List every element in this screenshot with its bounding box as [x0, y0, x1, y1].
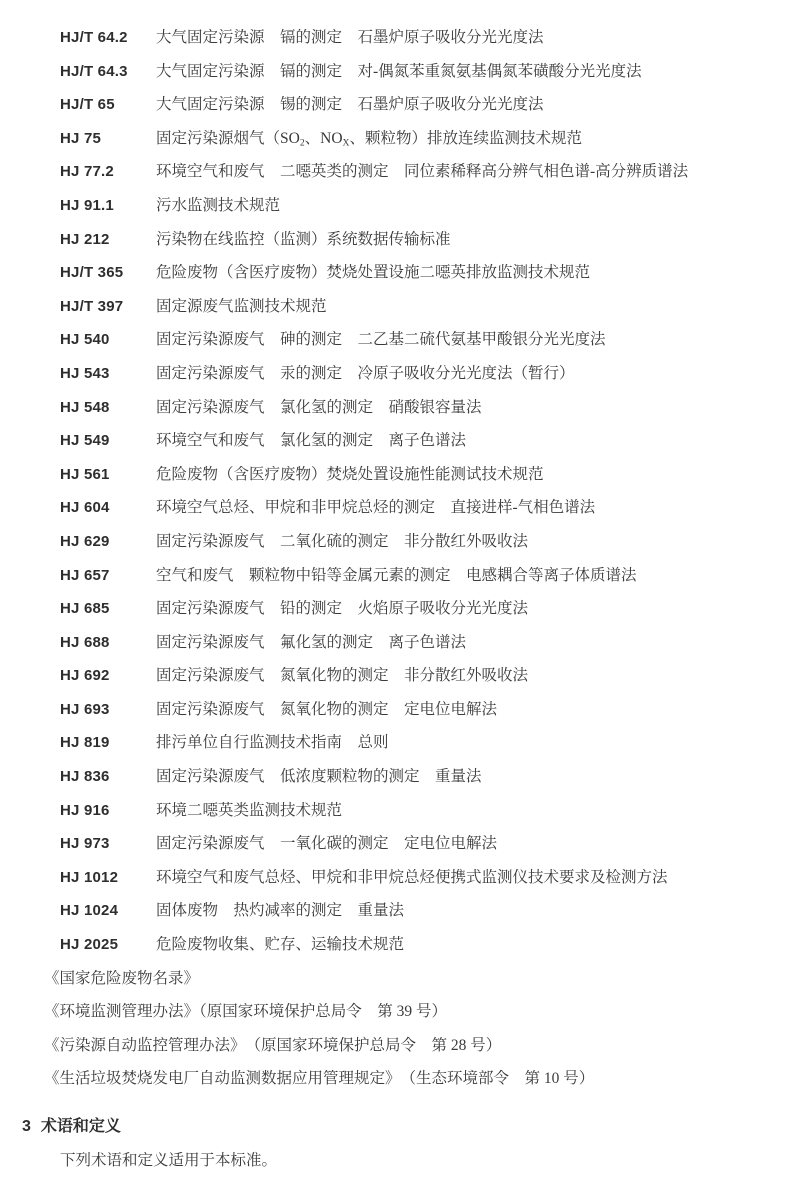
standard-code: HJ/T 64.2 [60, 29, 128, 46]
reference-row [0, 592, 812, 626]
standard-title: 固定污染源废气 氟化氢的测定 离子色谱法 [156, 633, 467, 651]
reference-row [0, 290, 812, 324]
cited-document-row [0, 1029, 812, 1063]
title-text: 、NO [304, 129, 343, 147]
standard-title: 固定污染源废气 砷的测定 二乙基二硫代氨基甲酸银分光光度法 [156, 331, 606, 349]
standard-title [156, 122, 582, 156]
standard-code: HJ 604 [60, 499, 110, 517]
cited-document-row [0, 1062, 812, 1096]
standard-title: 环境空气和废气总烃、甲烷和非甲烷总烃便携式监测仪技术要求及检测方法 [156, 868, 668, 886]
section-heading-terms-and-definitions [0, 1110, 812, 1144]
section-title: 术语和定义 [40, 1118, 121, 1135]
standard-title: 《污染源自动监控管理办法》 （原国家环境保护总局令 第 28 号） [44, 1036, 502, 1054]
subscript-text: X [342, 137, 350, 149]
standard-code: HJ/T 397 [60, 297, 124, 315]
standard-title: 固定污染源废气 汞的测定 冷原子吸收分光光度法（暂行） [156, 364, 575, 382]
reference-row [0, 794, 812, 828]
standard-title: 固定污染源废气 氮氧化物的测定 定电位电解法 [156, 700, 498, 718]
reference-row [0, 155, 812, 189]
reference-row [0, 525, 812, 559]
standard-title: 固定污染源废气 低浓度颗粒物的测定 重量法 [156, 768, 482, 786]
standard-code: HJ 685 [60, 600, 110, 618]
standard-title: 环境空气和废气 二噁英类的测定 同位素稀释高分辨气相色谱-高分辨质谱法 [156, 163, 689, 181]
reference-row [0, 88, 812, 122]
reference-row [0, 256, 812, 290]
normative-references-list [0, 21, 812, 1177]
standard-title: 固定污染源废气 氮氧化物的测定 非分散红外吸收法 [156, 667, 529, 685]
standard-code: HJ 973 [60, 835, 110, 853]
standard-code: HJ 819 [60, 734, 110, 752]
standard-code: HJ 693 [60, 700, 110, 718]
standard-code: HJ/T 64.3 [60, 62, 128, 80]
standard-code: HJ 629 [60, 532, 110, 550]
standard-title: 大气固定污染源 锡的测定 石墨炉原子吸收分光光度法 [156, 96, 544, 114]
standard-code: HJ 548 [60, 398, 110, 416]
reference-row [0, 223, 812, 257]
reference-row [0, 21, 812, 55]
reference-row [0, 391, 812, 425]
standard-title: 固体废物 热灼减率的测定 重量法 [156, 902, 405, 920]
reference-row [0, 760, 812, 794]
section-body-text: 下列术语和定义适用于本标准。 [60, 1151, 278, 1169]
standard-code: HJ 549 [60, 432, 110, 450]
standard-code: HJ 75 [60, 129, 102, 147]
standard-title: 大气固定污染源 镉的测定 对-偶氮苯重氮氨基偶氮苯磺酸分光光度法 [156, 62, 642, 80]
reference-row [0, 458, 812, 492]
standard-title: 固定污染源废气 二氧化硫的测定 非分散红外吸收法 [156, 532, 529, 550]
standard-code: HJ 836 [60, 768, 110, 786]
title-text: 固定污染源烟气（SO [156, 129, 300, 147]
reference-row [0, 189, 812, 223]
reference-row [0, 559, 812, 593]
standard-title: 固定污染源废气 铅的测定 火焰原子吸收分光光度法 [156, 600, 529, 618]
standard-code: HJ 91.1 [60, 196, 114, 214]
standard-title: 环境空气和废气 氯化氢的测定 离子色谱法 [156, 432, 467, 450]
reference-row [0, 122, 812, 156]
standard-title: 环境空气总烃、甲烷和非甲烷总烃的测定 直接进样-气相色谱法 [156, 499, 596, 517]
standard-title: 《生活垃圾焚烧发电厂自动监测数据应用管理规定》 （生态环境部令 第 10 号） [44, 1070, 595, 1088]
cited-document-row [0, 962, 812, 996]
standard-code: HJ 77.2 [60, 163, 114, 181]
standard-code: HJ 916 [60, 801, 110, 819]
reference-row [0, 861, 812, 895]
standard-title: 空气和废气 颗粒物中铅等金属元素的测定 电感耦合等离子体质谱法 [156, 566, 637, 584]
standard-code: HJ 1012 [60, 868, 119, 886]
reference-row [0, 424, 812, 458]
reference-row [0, 626, 812, 660]
standard-code: HJ/T 365 [60, 264, 124, 282]
standard-title: 环境二噁英类监测技术规范 [156, 801, 343, 819]
reference-row [0, 55, 812, 89]
reference-row [0, 894, 812, 928]
standard-title: 危险废物（含医疗废物）焚烧处置设施性能测试技术规范 [156, 465, 544, 483]
title-text: 、颗粒物）排放连续监测技术规范 [349, 129, 582, 147]
standard-title: 大气固定污染源 镉的测定 石墨炉原子吸收分光光度法 [156, 29, 544, 46]
standard-title: 固定污染源废气 氯化氢的测定 硝酸银容量法 [156, 398, 482, 416]
standard-title: 危险废物收集、贮存、运输技术规范 [156, 936, 405, 954]
standard-title: 固定源废气监测技术规范 [156, 297, 327, 315]
section-number: 3 [22, 1118, 31, 1135]
standard-title: 危险废物（含医疗废物）焚烧处置设施二噁英排放监测技术规范 [156, 264, 591, 282]
standard-title: 排污单位自行监测技术指南 总则 [156, 734, 389, 752]
subscript-text: 2 [299, 137, 305, 149]
standard-title: 污染物在线监控（监测）系统数据传输标准 [156, 230, 451, 248]
standard-code: HJ 692 [60, 667, 110, 685]
standard-code: HJ 657 [60, 566, 110, 584]
reference-row [0, 323, 812, 357]
standard-title: 《国家危险废物名录》 [44, 969, 200, 987]
reference-row [0, 693, 812, 727]
standard-code: HJ/T 65 [60, 96, 115, 114]
reference-row [0, 491, 812, 525]
standard-code: HJ 2025 [60, 936, 119, 954]
cited-document-row [0, 995, 812, 1029]
reference-row [0, 357, 812, 391]
standard-title: 《环境监测管理办法》（原国家环境保护总局令 第 39 号） [44, 1003, 448, 1021]
reference-row [0, 659, 812, 693]
standard-code: HJ 212 [60, 230, 110, 248]
standard-code: HJ 543 [60, 364, 110, 382]
standard-code: HJ 1024 [60, 902, 119, 920]
reference-row [0, 726, 812, 760]
standard-code: HJ 540 [60, 331, 110, 349]
reference-row [0, 928, 812, 962]
standard-code: HJ 561 [60, 465, 110, 483]
reference-row [0, 827, 812, 861]
standard-title: 固定污染源废气 一氧化碳的测定 定电位电解法 [156, 835, 498, 853]
standard-code: HJ 688 [60, 633, 110, 651]
standard-title: 污水监测技术规范 [156, 196, 281, 214]
